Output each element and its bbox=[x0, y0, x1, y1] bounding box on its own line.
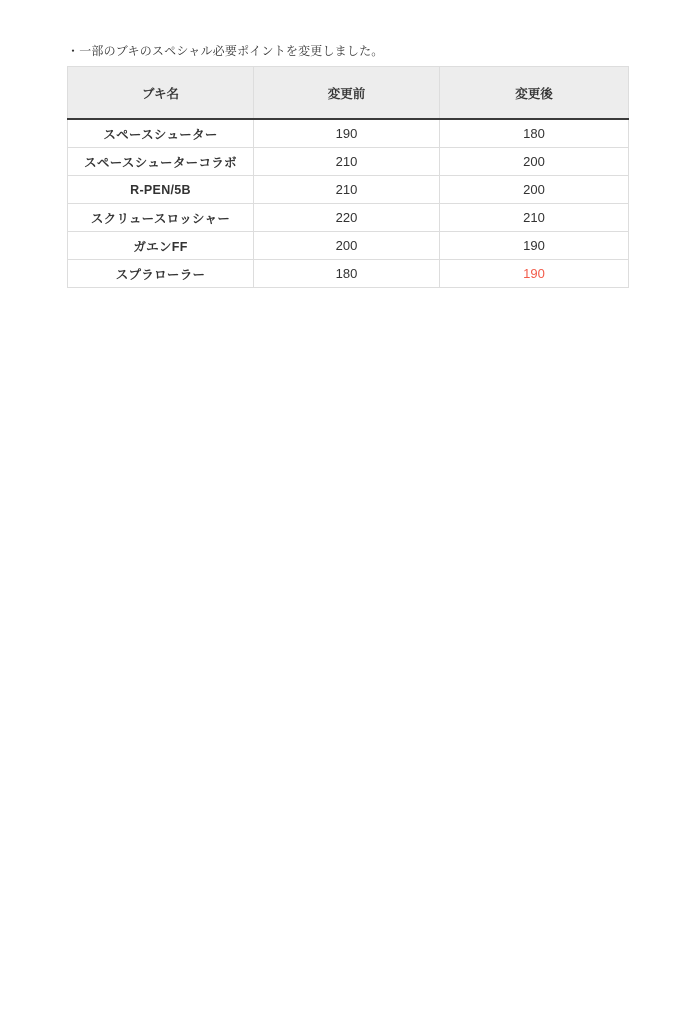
weapon-name: スペースシューター bbox=[68, 119, 254, 148]
table-row bbox=[68, 148, 629, 176]
table-row bbox=[68, 176, 629, 204]
weapon-name: スクリュースロッシャー bbox=[68, 204, 254, 232]
change-note-text: ・一部のブキのスペシャル必要ポイントを変更しました。 bbox=[67, 44, 384, 58]
weapon-name: スペースシューターコラボ bbox=[68, 148, 254, 176]
after-value: 190 bbox=[440, 260, 629, 288]
before-value: 210 bbox=[254, 176, 440, 204]
weapon-name: ガエンFF bbox=[68, 232, 254, 260]
table-row bbox=[68, 260, 629, 288]
table-header bbox=[68, 67, 629, 120]
before-value: 190 bbox=[254, 119, 440, 148]
header-weapon-name: ブキ名 bbox=[68, 67, 254, 120]
header-after: 変更後 bbox=[440, 67, 629, 120]
table-row bbox=[68, 119, 629, 148]
patch-note-section bbox=[67, 44, 628, 288]
before-value: 200 bbox=[254, 232, 440, 260]
table-body bbox=[68, 119, 629, 288]
table-row bbox=[68, 204, 629, 232]
weapon-name: R-PEN/5B bbox=[68, 176, 254, 204]
after-value: 200 bbox=[440, 148, 629, 176]
weapon-name: スプラローラー bbox=[68, 260, 254, 288]
after-value: 180 bbox=[440, 119, 629, 148]
before-value: 180 bbox=[254, 260, 440, 288]
after-value: 200 bbox=[440, 176, 629, 204]
after-value: 190 bbox=[440, 232, 629, 260]
header-before: 変更前 bbox=[254, 67, 440, 120]
special-points-table bbox=[67, 66, 629, 288]
table-row bbox=[68, 232, 629, 260]
before-value: 220 bbox=[254, 204, 440, 232]
header-row bbox=[68, 67, 629, 120]
after-value: 210 bbox=[440, 204, 629, 232]
before-value: 210 bbox=[254, 148, 440, 176]
